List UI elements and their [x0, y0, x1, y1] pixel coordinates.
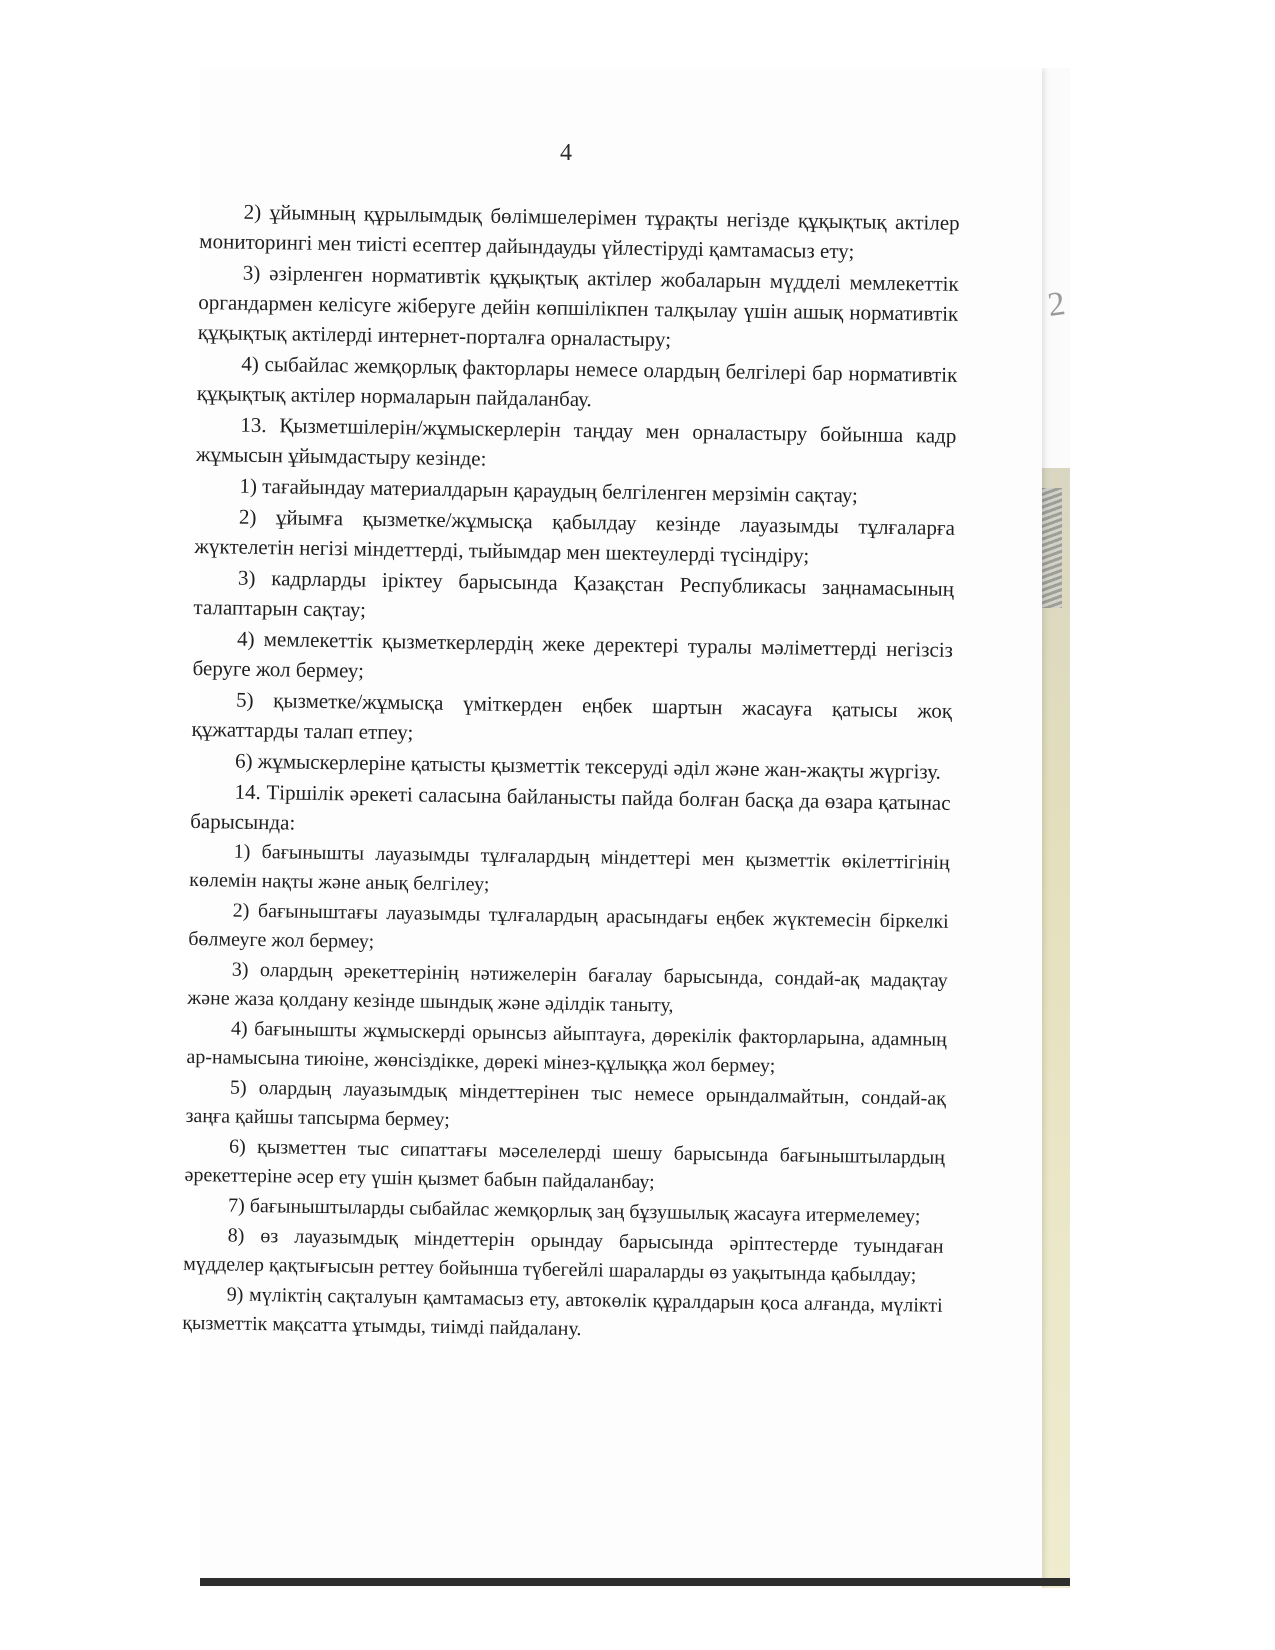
paragraph-14-6: 6) қызметтен тыс сипаттағы мәселелерді шешу барысында бағыныштылардың әрекеттеріне әсер ету үшін қызмет бабын пайдаланбау;: [184, 1135, 946, 1194]
paragraph-14-1: 1) бағынышты лауазымды тұлғалардың міндеттері мен қызметтік өкілеттігінің көлемін нақты және анық белгілеу;: [189, 840, 950, 896]
side-handwritten-mark: 2: [1045, 285, 1068, 325]
paragraph-13-3: 3) кадрларды іріктеу барысында Қазақстан Республикасы заңнамасының талаптарын сақтау;: [193, 565, 955, 622]
paragraph-14-5: 5) олардың лауазымдық міндеттерінен тыс немесе орындалмайтын, сондай-ақ заңға қайшы тапсырма бермеу;: [185, 1076, 947, 1132]
paragraph-13-4: 4) мемлекеттік қызметкерлердің жеке деректері туралы мәліметтерді негізсіз беруге жол бермеу;: [192, 626, 954, 683]
paragraph-13-2: 2) ұйымға қызметке/жұмысқа қабылдау кезінде лауазымды тұлғаларға жүктелетін негізі міндеттерді, тыйымдар мен шектеулерді түсіндіру;: [194, 504, 956, 568]
paragraph-14-3: 3) олардың әрекеттерінің нәтижелерін бағалау барысында, сондай-ақ мадақтау және жаза қолдану кезінде шындық және әділдік таныту,: [187, 958, 948, 1017]
paragraph-13-1: 1) тағайындау материалдарын қараудың белгіленген мерзімін сақтау;: [239, 473, 859, 508]
paragraph-12-3: 3) әзірленген нормативтік құқықтық актілер жобаларын мүдделі мемлекеттік органдармен келісуге жіберуге дейін көпшілікпен талқылау үшін ашық нормативтік құқықтық актілерді интернет-порталға орналастыру;: [197, 260, 959, 352]
page-number: 4: [560, 140, 572, 166]
document-body: [182, 196, 960, 1351]
paragraph-13-5: 5) қызметке/жұмысқа үміткерден еңбек шартын жасауға қатысы жоқ құжаттарды талап етпеу;: [191, 687, 953, 745]
paragraph-12-4: 4) сыбайлас жемқорлық факторлары немесе олардың белгілері бар нормативтік құқықтық актілер нормаларын пайдаланбау.: [196, 351, 958, 412]
paragraph-14-4: 4) бағынышты жұмыскерді орынсыз айыптауға, дөрекілік факторларына, адамның ар-намысына тиюіне, жөнсіздікке, дөрекі мінез-құлыққа жол бермеу;: [186, 1017, 948, 1078]
paragraph-14-8: 8) өз лауазымдық міндеттерін орындау барысында әріптестерде туындаған мүдделер қақтығысын реттеу бойынша түбегейлі шараларды өз уақытында қабылдау;: [183, 1224, 944, 1287]
paragraph-13-6: 6) жұмыскерлеріне қатысты қызметтік тексеруді әділ және жан-жақты жүргізу.: [234, 748, 942, 784]
paragraph-14-2: 2) бағыныштағы лауазымды тұлғалардың арасындағы еңбек жүктемесін біркелкі бөлмеуге жол бермеу;: [188, 899, 949, 953]
section-13-heading: 13. Қызметшілерін/жұмыскерлерін таңдау мен орналастыру бойынша кадр жұмысын ұйымдастыру кезінде:: [195, 412, 957, 471]
paragraph-12-2: 2) ұйымның құрылымдық бөлімшелерімен тұрақты негізде құқықтық актілер мониторингі мен тиісті есептер дайындауды үйлестіруді қамтамасыз ету;: [199, 199, 960, 264]
section-14-heading: 14. Тіршілік әрекеті саласына байланысты пайда болған басқа да өзара қатынас барысында:: [189, 779, 951, 835]
paragraph-14-7: 7) бағыныштыларды сыбайлас жемқорлық заң бұзушылық жасауға итермелемеу;: [227, 1194, 921, 1228]
paragraph-14-9: 9) мүліктің сақталуын қамтамасыз ету, автокөлік құралдарын қоса алғанда, мүлікті қызметтік мақсатта ұтымды, тиімді пайдалану.: [182, 1283, 943, 1341]
photo-bottom-edge: [200, 1578, 1070, 1586]
